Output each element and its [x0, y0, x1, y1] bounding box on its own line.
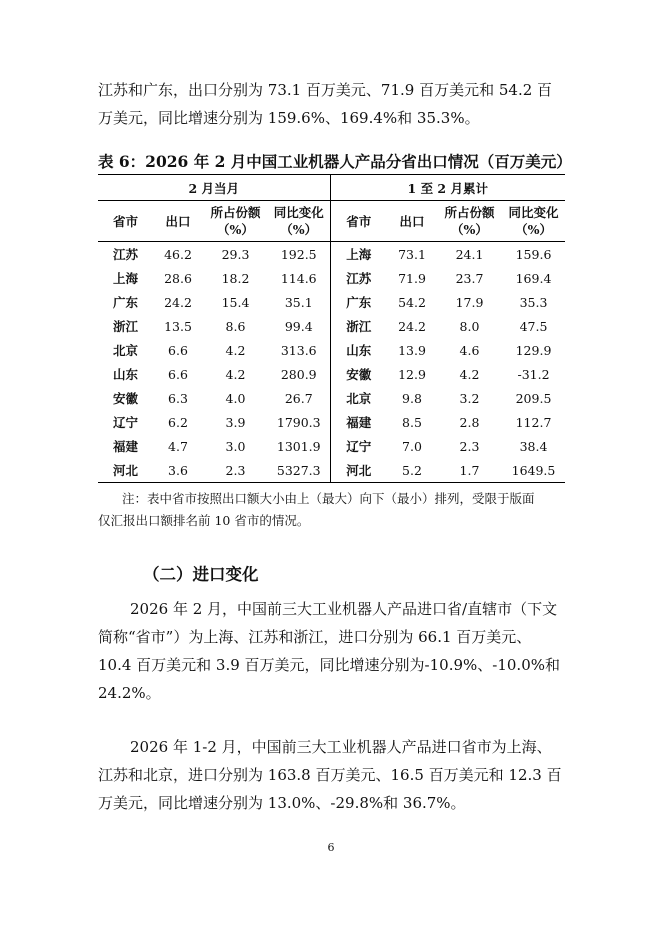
col-header-share: 所占份额 （%）: [437, 201, 502, 242]
table-note: [98, 488, 565, 532]
export-by-province-table: [98, 174, 565, 483]
province-cell: 广东: [330, 290, 387, 314]
export-table-container: [98, 174, 565, 483]
group-header-row: [98, 175, 565, 201]
value-cell: 1.7: [437, 458, 502, 483]
value-cell: 13.9: [398, 342, 426, 358]
value-cell: 2.3: [203, 458, 268, 483]
value-cell: 12.9: [398, 366, 426, 382]
value-cell: 5.2: [387, 458, 437, 483]
province-cell: 江苏: [330, 266, 387, 290]
value-cell: 8.0: [459, 318, 480, 334]
value-cell: 24.2: [398, 318, 426, 334]
province-cell: 浙江: [330, 314, 387, 338]
table-row: [98, 458, 565, 483]
value-cell: 2.8: [459, 414, 480, 430]
value-cell: 26.7: [284, 390, 313, 406]
table-note-line: 仅汇报出口额排名前 10 省市的情况。: [98, 513, 310, 528]
value-cell: 2.3: [459, 438, 480, 454]
value-cell: 28.6: [164, 270, 192, 286]
value-cell: 3.6: [153, 458, 203, 483]
col-header-province: 省市: [98, 201, 153, 242]
province-cell: 江苏: [112, 247, 138, 262]
value-cell: 4.2: [459, 366, 480, 382]
imports-paragraph-february: 2026 年 2 月，中国前三大工业机器人产品进口省/直辖市（下文简称“省市”）为上海、江苏和浙江，进口分别为 66.1 百万美元、10.4 百万美元和 3.9 百万美元，同比增速分别为-10.9%、-10.0%和 24.2%。: [98, 600, 560, 702]
value-cell: 7.0: [402, 438, 422, 454]
value-cell: 46.2: [164, 246, 192, 262]
value-cell: 280.9: [280, 366, 317, 382]
value-cell: 1301.9: [276, 438, 321, 454]
table-row: [98, 266, 565, 290]
value-cell: 17.9: [455, 294, 484, 310]
value-cell: 4.0: [225, 390, 246, 406]
page-number: 6: [327, 841, 335, 854]
table-row: [98, 338, 565, 362]
province-cell: 河北: [98, 458, 153, 483]
value-cell: 4.2: [225, 342, 246, 358]
value-cell: 29.3: [221, 246, 250, 262]
value-cell: 8.5: [402, 414, 422, 430]
value-cell: 3.9: [225, 414, 246, 430]
table-row: [98, 386, 565, 410]
col-header-export: 出口: [153, 201, 203, 242]
table-row: [98, 314, 565, 338]
value-cell: 192.5: [280, 246, 317, 262]
value-cell: 24.1: [455, 246, 484, 262]
group-header-cumulative: 1 至 2 月累计: [330, 175, 565, 201]
province-cell: 上海: [330, 242, 387, 267]
table-note-line: 注：表中省市按照出口额大小由上（最大）向下（最小）排列，受限于版面: [122, 491, 535, 506]
value-cell: 47.5: [519, 318, 548, 334]
value-cell: 35.1: [284, 294, 313, 310]
value-cell: 9.8: [402, 390, 422, 406]
value-cell: 23.7: [455, 270, 484, 286]
value-cell: 114.6: [280, 270, 317, 286]
province-cell: 安徽: [330, 362, 387, 386]
value-cell: 54.2: [398, 294, 426, 310]
province-cell: 辽宁: [330, 434, 387, 458]
province-cell: 山东: [330, 338, 387, 362]
value-cell: 1790.3: [276, 414, 321, 430]
value-cell: -31.2: [517, 366, 550, 382]
value-cell: 209.5: [515, 390, 552, 406]
value-cell: 1649.5: [502, 458, 565, 483]
col-header-province: 省市: [330, 201, 387, 242]
imports-paragraph-jan-feb: 2026 年 1-2 月，中国前三大工业机器人产品进口省市为上海、江苏和北京，进口分别为 163.8 百万美元、16.5 百万美元和 12.3 百万美元，同比增速分别为 13.0%、-29.8%和 36.7%。: [98, 738, 562, 812]
table-row: [98, 434, 565, 458]
value-cell: 112.7: [515, 414, 552, 430]
value-cell: 4.7: [168, 438, 188, 454]
value-cell: 3.2: [459, 390, 480, 406]
value-cell: 35.3: [519, 294, 548, 310]
value-cell: 71.9: [398, 270, 426, 286]
province-cell: 安徽: [112, 391, 138, 406]
column-header-row: [98, 201, 565, 242]
value-cell: 6.2: [168, 414, 188, 430]
value-cell: 169.4: [515, 270, 552, 286]
group-header-monthly: 2 月当月: [98, 175, 330, 201]
section-title-imports: （二）进口变化: [143, 565, 259, 584]
province-cell: 广东: [112, 295, 138, 310]
province-cell: 浙江: [112, 319, 138, 334]
table-row: [98, 410, 565, 434]
value-cell: 159.6: [515, 246, 552, 262]
province-cell: 北京: [330, 386, 387, 410]
value-cell: 8.6: [225, 318, 246, 334]
value-cell: 5327.3: [268, 458, 330, 483]
value-cell: 13.5: [164, 318, 192, 334]
value-cell: 24.2: [164, 294, 192, 310]
province-cell: 辽宁: [112, 415, 138, 430]
value-cell: 6.6: [168, 342, 188, 358]
province-cell: 北京: [112, 343, 138, 358]
value-cell: 6.6: [168, 366, 188, 382]
table-row: [98, 242, 565, 267]
col-header-yoy-change: 同比变化 （%）: [268, 201, 330, 242]
table-row: [98, 290, 565, 314]
value-cell: 6.3: [168, 390, 188, 406]
value-cell: 15.4: [221, 294, 250, 310]
col-header-export: 出口: [387, 201, 437, 242]
table-row: [98, 362, 565, 386]
province-cell: 福建: [330, 410, 387, 434]
value-cell: 99.4: [284, 318, 313, 334]
value-cell: 4.6: [459, 342, 480, 358]
table-body: [98, 242, 565, 483]
value-cell: 4.2: [225, 366, 246, 382]
value-cell: 18.2: [221, 270, 250, 286]
province-cell: 福建: [112, 439, 138, 454]
col-header-yoy-change: 同比变化 （%）: [502, 201, 565, 242]
province-cell: 河北: [330, 458, 387, 483]
value-cell: 313.6: [280, 342, 317, 358]
value-cell: 3.0: [225, 438, 246, 454]
table-caption: 表 6：2026 年 2 月中国工业机器人产品分省出口情况（百万美元）: [98, 152, 572, 171]
province-cell: 上海: [112, 271, 138, 286]
value-cell: 73.1: [398, 246, 426, 262]
province-cell: 山东: [112, 367, 138, 382]
col-header-share: 所占份额 （%）: [203, 201, 268, 242]
intro-paragraph: 江苏和广东，出口分别为 73.1 百万美元、71.9 百万美元和 54.2 百万美元，同比增速分别为 159.6%、169.4%和 35.3%。: [98, 81, 553, 127]
value-cell: 38.4: [519, 438, 548, 454]
value-cell: 129.9: [515, 342, 552, 358]
